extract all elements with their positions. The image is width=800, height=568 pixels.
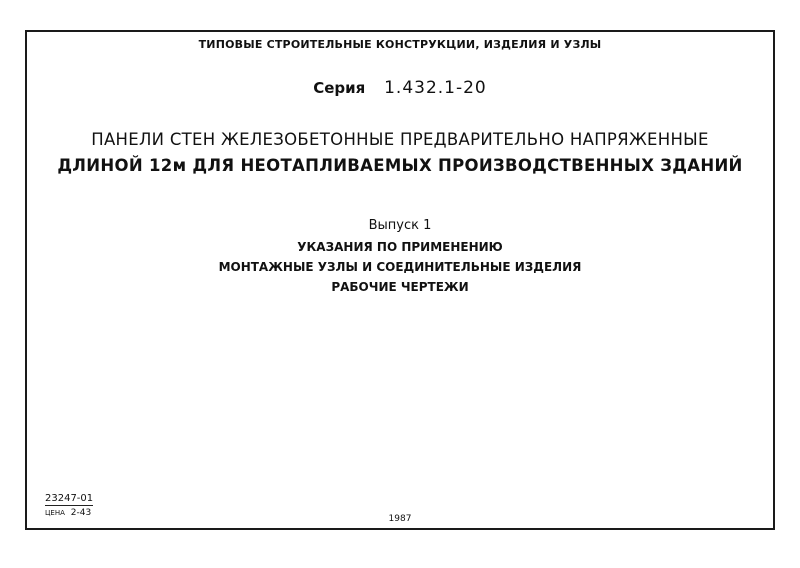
- price-label: ЦЕНА: [45, 509, 65, 517]
- subtitle-line-3: РАБОЧИЕ ЧЕРТЕЖИ: [331, 280, 469, 294]
- subtitle-line-2: МОНТАЖНЫЕ УЗЛЫ И СОЕДИНИТЕЛЬНЫЕ ИЗДЕЛИЯ: [218, 260, 582, 274]
- subtitle-line-1: УКАЗАНИЯ ПО ПРИМЕНЕНИЮ: [297, 240, 503, 254]
- catalog-code: 23247-01: [45, 493, 94, 504]
- title-line-2: ДЛИНОЙ 12м ДЛЯ НЕОТАПЛИВАЕМЫХ ПРОИЗВОДСТВЕННЫХ ЗДАНИЙ: [57, 156, 743, 175]
- document-header: ТИПОВЫЕ СТРОИТЕЛЬНЫЕ КОНСТРУКЦИИ, ИЗДЕЛИЯ И УЗЛЫ: [198, 38, 602, 51]
- issue-label: Выпуск 1: [368, 218, 432, 233]
- series-label: Серия: [313, 79, 366, 97]
- series-number: 1.432.1-20: [384, 78, 487, 98]
- publication-year: 1987: [388, 514, 412, 524]
- title-line-1: ПАНЕЛИ СТЕН ЖЕЛЕЗОБЕТОННЫЕ ПРЕДВАРИТЕЛЬНО НАПРЯЖЕННЫЕ: [91, 130, 709, 149]
- series-line: [0, 78, 800, 98]
- price-value: 2-43: [70, 508, 92, 518]
